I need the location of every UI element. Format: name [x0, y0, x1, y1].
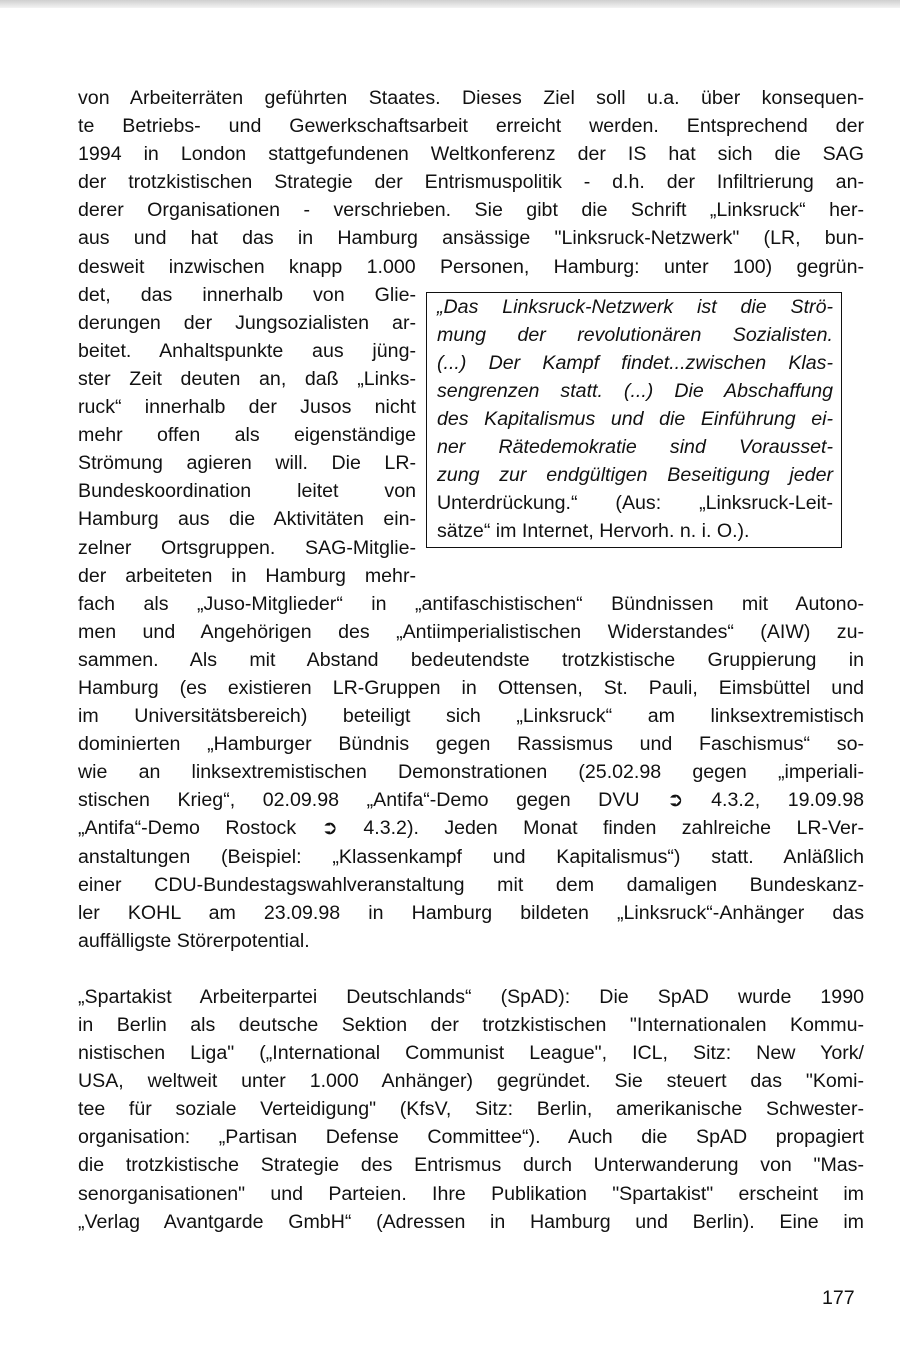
text-line: derungen der Jungsozialisten ar- [78, 311, 416, 334]
text-line: anstaltungen (Beispiel: „Klassenkampf und Kapitalismus“) statt. Anläßlich [78, 845, 864, 868]
text-line: beitet. Anhaltspunkte aus jüng- [78, 339, 416, 362]
text-line: Hamburg aus die Aktivitäten ein- [78, 508, 416, 531]
quote-line: ner Rätedemokratie sind Vorausset- [437, 436, 833, 459]
text-line: fach als „Juso-Mitglieder“ in „antifaschistischen“ Bündnissen mit Autono- [78, 592, 864, 615]
text-line: einer CDU-Bundestagswahlveranstaltung mit dem damaligen Bundeskanz- [78, 873, 864, 896]
text-line: zelner Ortsgruppen. SAG-Mitglie- [78, 536, 416, 559]
text-line: ster Zeit deuten an, daß „Links- [78, 367, 416, 390]
text-line: derer Organisationen - verschrieben. Sie gibt die Schrift „Linksruck“ her- [78, 199, 864, 222]
quote-line: des Kapitalismus und die Einführung ei- [437, 408, 833, 431]
text-line: der arbeiteten in Hamburg mehr- [78, 564, 416, 587]
text-line: im Universitätsbereich) beteiligt sich „Linksruck“ am linksextremistisch [78, 705, 864, 728]
quote-line: „Das Linksruck-Netzwerk ist die Strö- [437, 295, 833, 318]
text-line: in Berlin als deutsche Sektion der trotzkistischen "Internationalen Kommu- [78, 1014, 864, 1036]
text-line: det, das innerhalb von Glie- [78, 283, 416, 306]
quote-line: sätze“ im Internet, Hervorh. n. i. O.). [437, 520, 750, 543]
quote-line: mung der revolutionären Sozialisten. [437, 323, 833, 346]
text-line: die trotzkistische Strategie des Entrismus durch Unterwanderung von "Mas- [78, 1154, 864, 1177]
text-line: der trotzkistischen Strategie der Entrismuspolitik - d.h. der Infiltrierung an- [78, 171, 864, 194]
paragraph-linksruck-bottom [78, 590, 864, 955]
text-line: stischen Krieg“, 02.09.98 „Antifa“-Demo gegen DVU ➲ 4.3.2, 19.09.98 [78, 789, 864, 812]
text-line: Bundeskoordination leitet von [78, 480, 416, 503]
text-line: dominierten „Hamburger Bündnis gegen Rassismus und Faschismus“ so- [78, 733, 864, 756]
paragraph-linksruck-top [78, 84, 864, 281]
text-line: 1994 in London stattgefundenen Weltkonferenz der IS hat sich die SAG [78, 143, 864, 166]
text-line: „Antifa“-Demo Rostock ➲ 4.3.2). Jeden Monat finden zahlreiche LR-Ver- [78, 817, 864, 840]
text-line: Strömung agieren will. Die LR- [78, 452, 416, 475]
text-line: USA, weltweit unter 1.000 Anhänger) gegründet. Sie steuert das "Komi- [78, 1070, 864, 1093]
text-line: aus und hat das in Hamburg ansässige "Linksruck-Netzwerk" (LR, bun- [78, 227, 864, 250]
paragraph-linksruck-column [78, 281, 416, 590]
page-number: 177 [822, 1287, 855, 1309]
paragraph-spad [78, 983, 864, 1236]
text-line: nistischen Liga" („International Communist League", ICL, Sitz: New York/ [78, 1042, 864, 1065]
text-line: mehr offen als eigenständige [78, 424, 416, 447]
text-line: te Betriebs- und Gewerkschaftsarbeit erreicht werden. Entsprechend der [78, 115, 864, 138]
document-page [78, 84, 864, 1236]
text-line: „Verlag Avantgarde GmbH“ (Adressen in Hamburg und Berlin). Eine im [78, 1210, 864, 1233]
text-line: „Spartakist Arbeiterpartei Deutschlands“ (SpAD): Die SpAD wurde 1990 [78, 985, 864, 1008]
quote-box [426, 292, 842, 548]
text-line: sammen. Als mit Abstand bedeutendste trotzkistische Gruppierung in [78, 648, 864, 671]
text-line: ler KOHL am 23.09.98 in Hamburg bildeten „Linksruck“-Anhänger das [78, 901, 864, 924]
text-line: desweit inzwischen knapp 1.000 Personen, Hamburg: unter 100) gegrün- [78, 255, 864, 278]
text-line: ruck“ innerhalb der Jusos nicht [78, 396, 416, 419]
paragraph-gap [78, 955, 864, 983]
text-line: auffälligste Störerpotential. [78, 929, 310, 952]
text-with-sidebar [78, 281, 864, 590]
text-line: senorganisationen" und Parteien. Ihre Publikation "Spartakist" erscheint im [78, 1182, 864, 1205]
quote-line: (...) Der Kampf findet...zwischen Klas- [437, 351, 833, 374]
text-line: men und Angehörigen des „Antiimperialistischen Widerstandes“ (AIW) zu- [78, 620, 864, 643]
text-line: Hamburg (es existieren LR-Gruppen in Ottensen, St. Pauli, Eimsbüttel und [78, 676, 864, 699]
text-line: organisation: „Partisan Defense Committee“). Auch die SpAD propagiert [78, 1126, 864, 1149]
text-line: wie an linksextremistischen Demonstrationen (25.02.98 gegen „imperiali- [78, 761, 864, 784]
text-line: von Arbeiterräten geführten Staates. Dieses Ziel soll u.a. über konsequen- [78, 87, 864, 109]
quote-line: zung zur endgültigen Beseitigung jeder [437, 464, 833, 487]
scan-edge [0, 0, 900, 8]
quote-line: Unterdrückung.“ (Aus: „Linksruck-Leit- [437, 492, 833, 515]
quote-line: sengrenzen statt. (...) Die Abschaffung [437, 379, 833, 402]
text-line: tee für soziale Verteidigung" (KfsV, Sitz: Berlin, amerikanische Schwester- [78, 1098, 864, 1121]
